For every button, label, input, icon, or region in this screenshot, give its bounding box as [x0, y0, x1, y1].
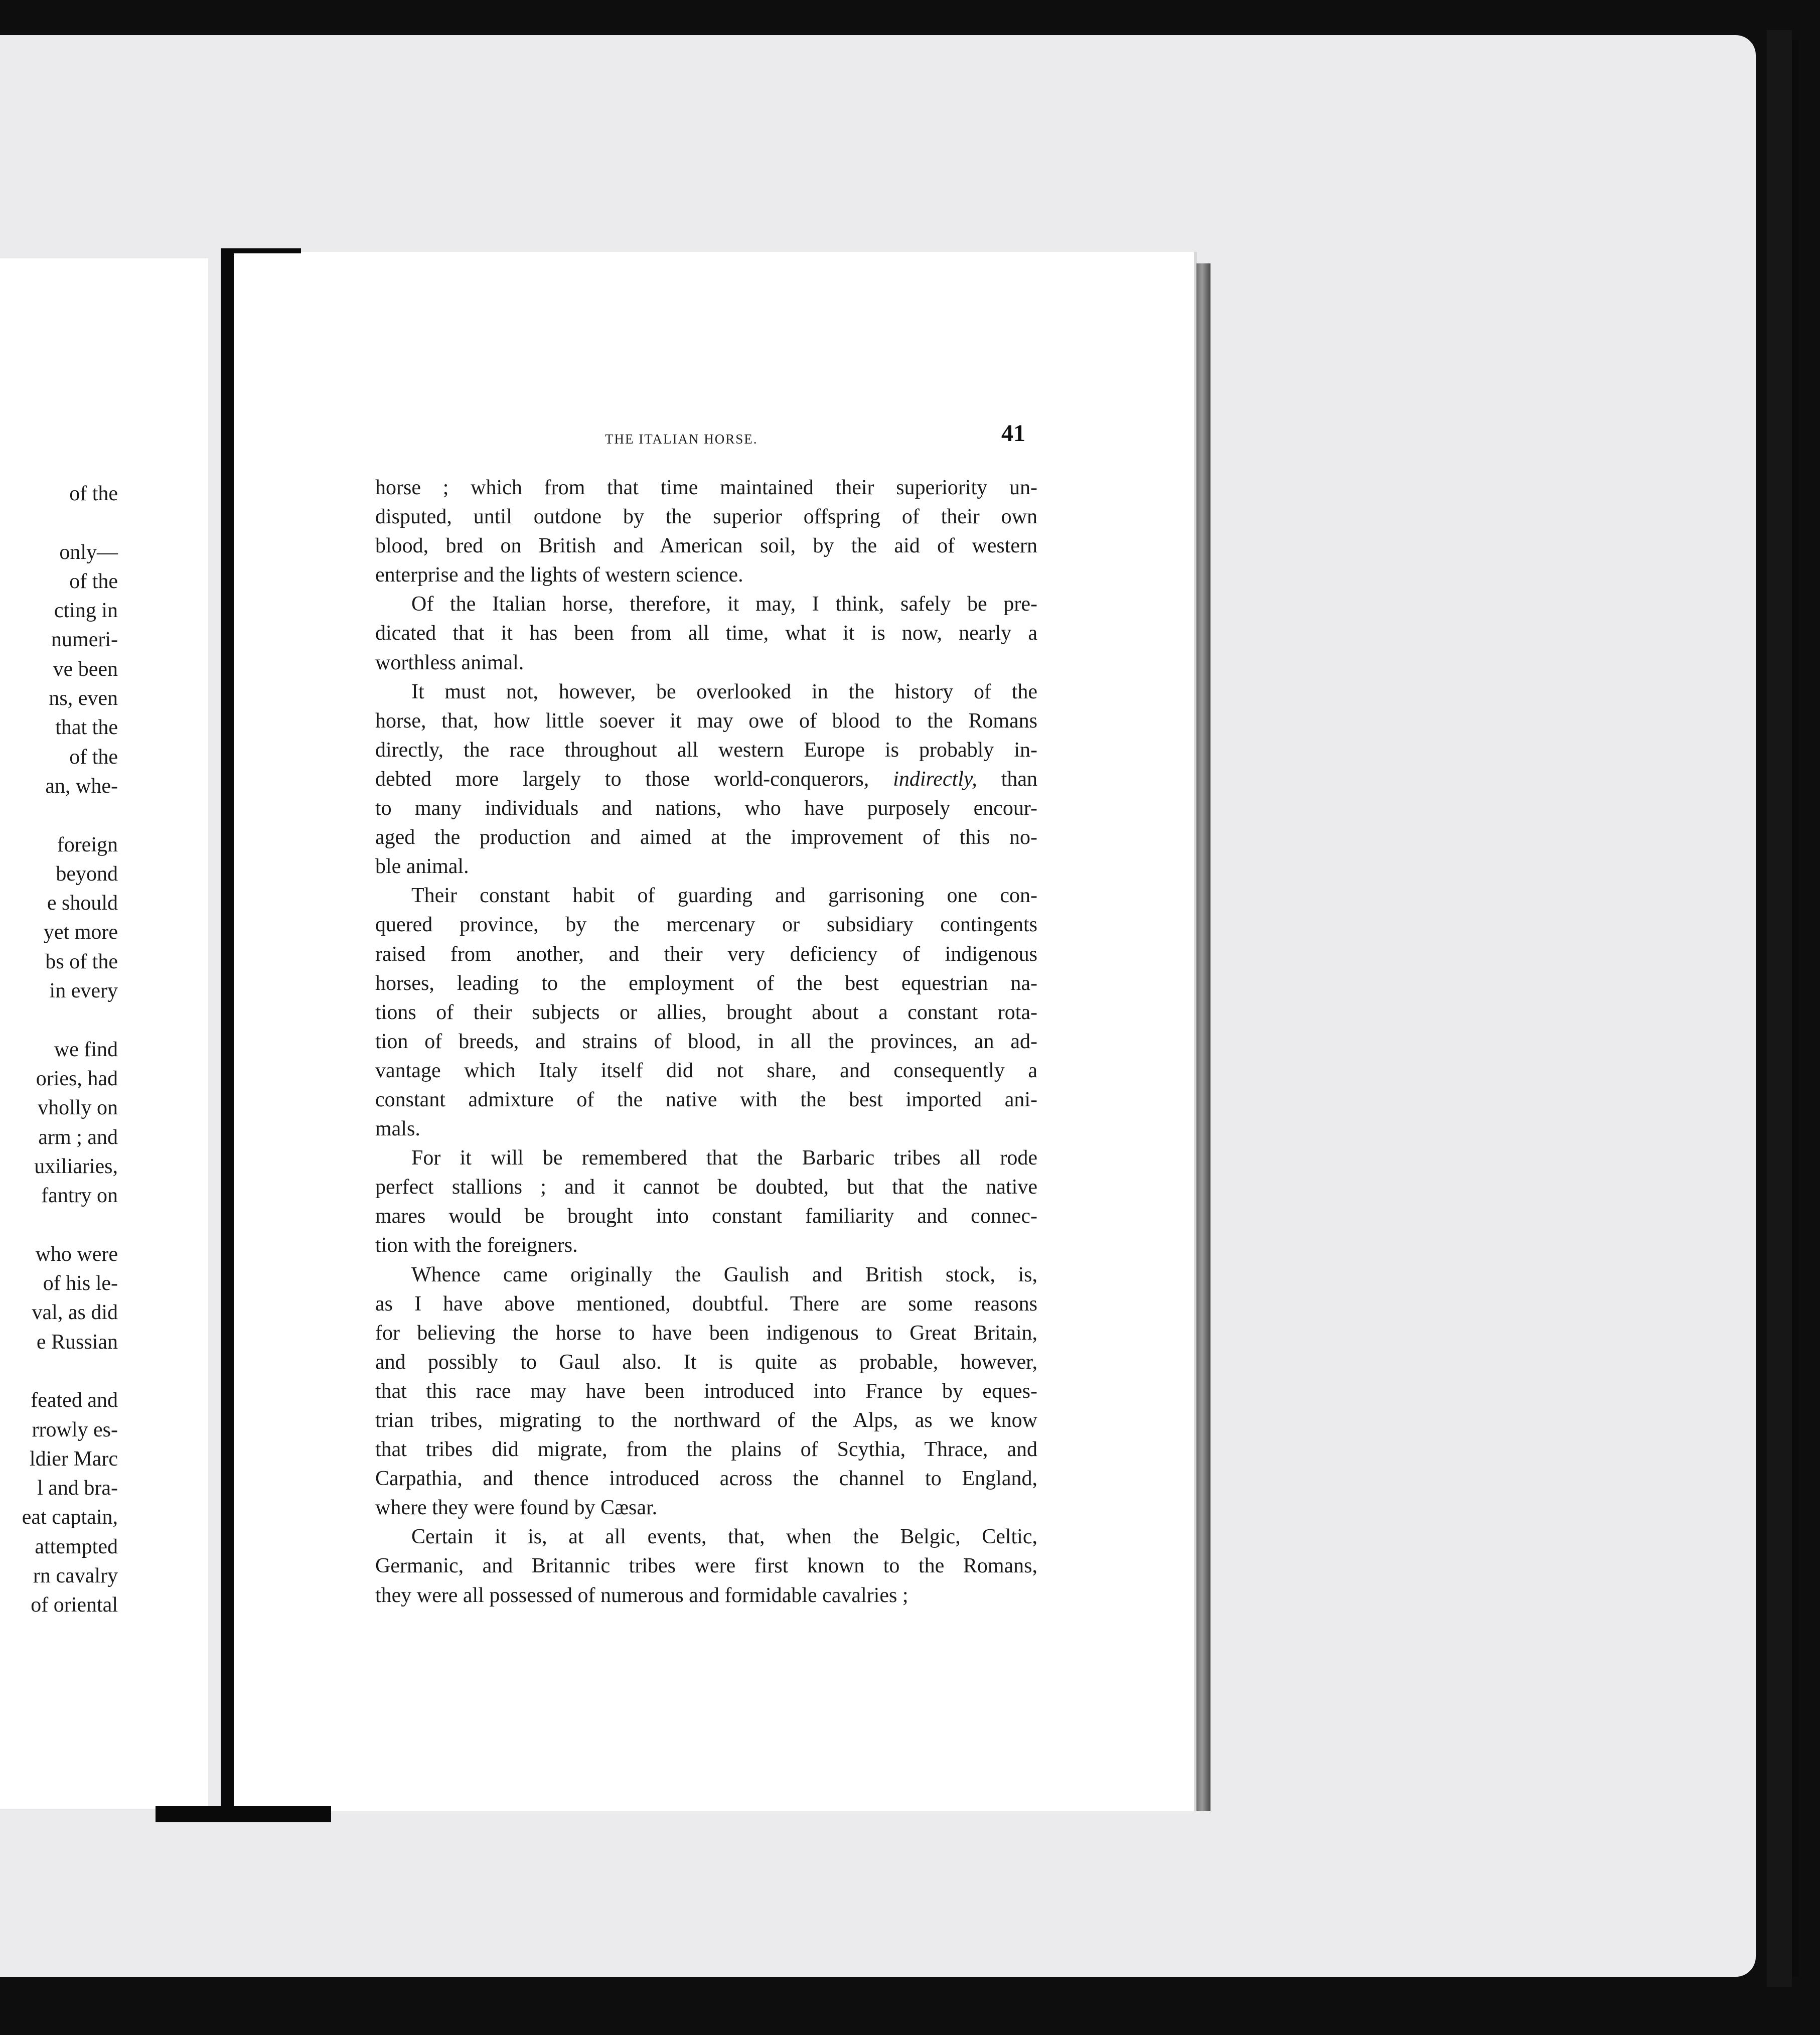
left-page-line: we find [54, 1038, 118, 1061]
left-page-line: only— [59, 540, 118, 564]
left-page-text [0, 479, 118, 1620]
left-page-line: uxiliaries, [34, 1154, 118, 1178]
text-line: horses, leading to the employment of the best equestrian na- [375, 971, 1037, 995]
text-line: constant admixture of the native with the best imported ani- [375, 1088, 1037, 1111]
text-line: mals. [375, 1117, 420, 1141]
text-line: tion of breeds, and strains of blood, in all the provinces, an ad- [375, 1030, 1037, 1053]
text-line: for believing the horse to have been indigenous to Great Britain, [375, 1321, 1037, 1345]
gutter-bottom-tab [156, 1806, 331, 1822]
left-page-line: ldier Marc [29, 1447, 118, 1471]
text-line: perfect stallions ; and it cannot be doubted, but that the native [375, 1176, 1037, 1199]
text-line: and possibly to Gaul also. It is quite as probable, however, [375, 1350, 1037, 1374]
film-edge-line [1792, 40, 1799, 1977]
left-page-line [0, 801, 118, 830]
left-page-line: feated and [31, 1389, 118, 1412]
text-line: that this race may have been introduced into France by eques- [375, 1379, 1037, 1403]
film-edge-strip [1767, 30, 1792, 1987]
left-page-line: numeri- [51, 628, 118, 652]
left-page-line: l and bra- [37, 1477, 118, 1500]
text-line: raised from another, and their very deficiency of indigenous [375, 942, 1037, 966]
text-line: Certain it is, at all events, that, when the Belgic, Celtic, [411, 1525, 1037, 1549]
text-line: where they were found by Cæsar. [375, 1496, 658, 1520]
page-edge-shadow [1196, 263, 1210, 1811]
text-line: It must not, however, be overlooked in the history of the [411, 680, 1037, 703]
italic-word: indirectly, [893, 767, 977, 791]
text-segment: debted more largely to those world-conquerors, [375, 767, 893, 791]
left-page-line: rn cavalry [33, 1564, 118, 1587]
text-line: worthless animal. [375, 651, 524, 674]
text-line: aged the production and aimed at the improvement of this no- [375, 826, 1037, 849]
left-page-line: of the [69, 482, 118, 505]
left-page-line: of his le- [43, 1272, 118, 1295]
left-page-line [0, 1005, 118, 1035]
page-number: 41 [1001, 420, 1025, 447]
gutter-top-tab [221, 248, 301, 253]
text-line [375, 765, 1037, 794]
text-line: directly, the race throughout all western Europe is probably in- [375, 738, 1037, 762]
body-text [375, 473, 1037, 1610]
text-line: trian tribes, migrating to the northward of the Alps, as we know [375, 1409, 1037, 1432]
left-page-line: val, as did [32, 1301, 118, 1325]
left-page-line: arm ; and [38, 1125, 118, 1149]
text-line: to many individuals and nations, who have purposely encour- [375, 797, 1037, 820]
left-page-line: that the [55, 716, 118, 740]
text-line: tions of their subjects or allies, brought about a constant rota- [375, 1000, 1037, 1024]
left-page-line: e Russian [36, 1330, 118, 1354]
text-line: ble animal. [375, 855, 469, 879]
text-line: dicated that it has been from all time, what it is now, nearly a [375, 622, 1037, 645]
text-line: that tribes did migrate, from the plains of Scythia, Thrace, and [375, 1438, 1037, 1462]
text-line: horse, that, how little soever it may owe of blood to the Romans [375, 709, 1037, 733]
text-line: Their constant habit of guarding and garrisoning one con- [411, 884, 1037, 908]
text-line: enterprise and the lights of western science. [375, 563, 743, 587]
text-line: disputed, until outdone by the superior offspring of their own [375, 505, 1037, 529]
text-line: For it will be remembered that the Barbaric tribes all rode [411, 1146, 1037, 1170]
left-facing-page [0, 258, 208, 1809]
left-page-line: in every [49, 979, 118, 1003]
left-page-line: eat captain, [22, 1506, 118, 1529]
left-page-line [0, 1210, 118, 1239]
left-page-line: attempted [35, 1535, 118, 1558]
left-page-line: an, whe- [45, 774, 118, 798]
text-line: tion with the foreigners. [375, 1234, 578, 1257]
left-page-line: rrowly es- [32, 1418, 118, 1441]
text-line: Whence came originally the Gaulish and British stock, is, [411, 1263, 1037, 1286]
text-line: vantage which Italy itself did not share, and consequently a [375, 1059, 1037, 1082]
text-line: Germanic, and Britannic tribes were first known to the Romans, [375, 1554, 1037, 1578]
left-page-line [0, 508, 118, 537]
left-page-line [0, 1357, 118, 1386]
text-line: blood, bred on British and American soil, by the aid of western [375, 534, 1037, 558]
left-page-line: of oriental [31, 1593, 118, 1617]
running-head: THE ITALIAN HORSE. [605, 431, 758, 447]
left-page-line: who were [35, 1242, 118, 1266]
left-page-line: e should [47, 892, 118, 915]
text-line: mares would be brought into constant familiarity and connec- [375, 1205, 1037, 1228]
left-page-line: bs of the [45, 950, 118, 973]
gutter-bar [221, 248, 234, 1814]
left-page-line: ns, even [49, 687, 118, 710]
left-page-line: of the [69, 745, 118, 769]
left-page-line: ories, had [36, 1067, 118, 1090]
text-line: horse ; which from that time maintained their superiority un- [375, 476, 1037, 499]
left-page-line: ve been [53, 657, 118, 681]
text-segment: than [977, 767, 1038, 791]
text-line: Of the Italian horse, therefore, it may, I think, safely be pre- [411, 593, 1037, 616]
left-page-line: cting in [54, 599, 118, 623]
text-line: Carpathia, and thence introduced across the channel to England, [375, 1467, 1037, 1491]
left-page-line: fantry on [41, 1184, 118, 1208]
text-line: as I have above mentioned, doubtful. There are some reasons [375, 1292, 1037, 1316]
left-page-line: foreign [57, 833, 118, 856]
text-line: quered province, by the mercenary or subsidiary contingents [375, 913, 1037, 937]
left-page-line: beyond [56, 862, 118, 886]
left-page-line: of the [69, 569, 118, 593]
left-page-line: yet more [43, 921, 118, 944]
text-line: they were all possessed of numerous and formidable cavalries ; [375, 1583, 908, 1607]
left-page-line: vholly on [38, 1096, 118, 1120]
